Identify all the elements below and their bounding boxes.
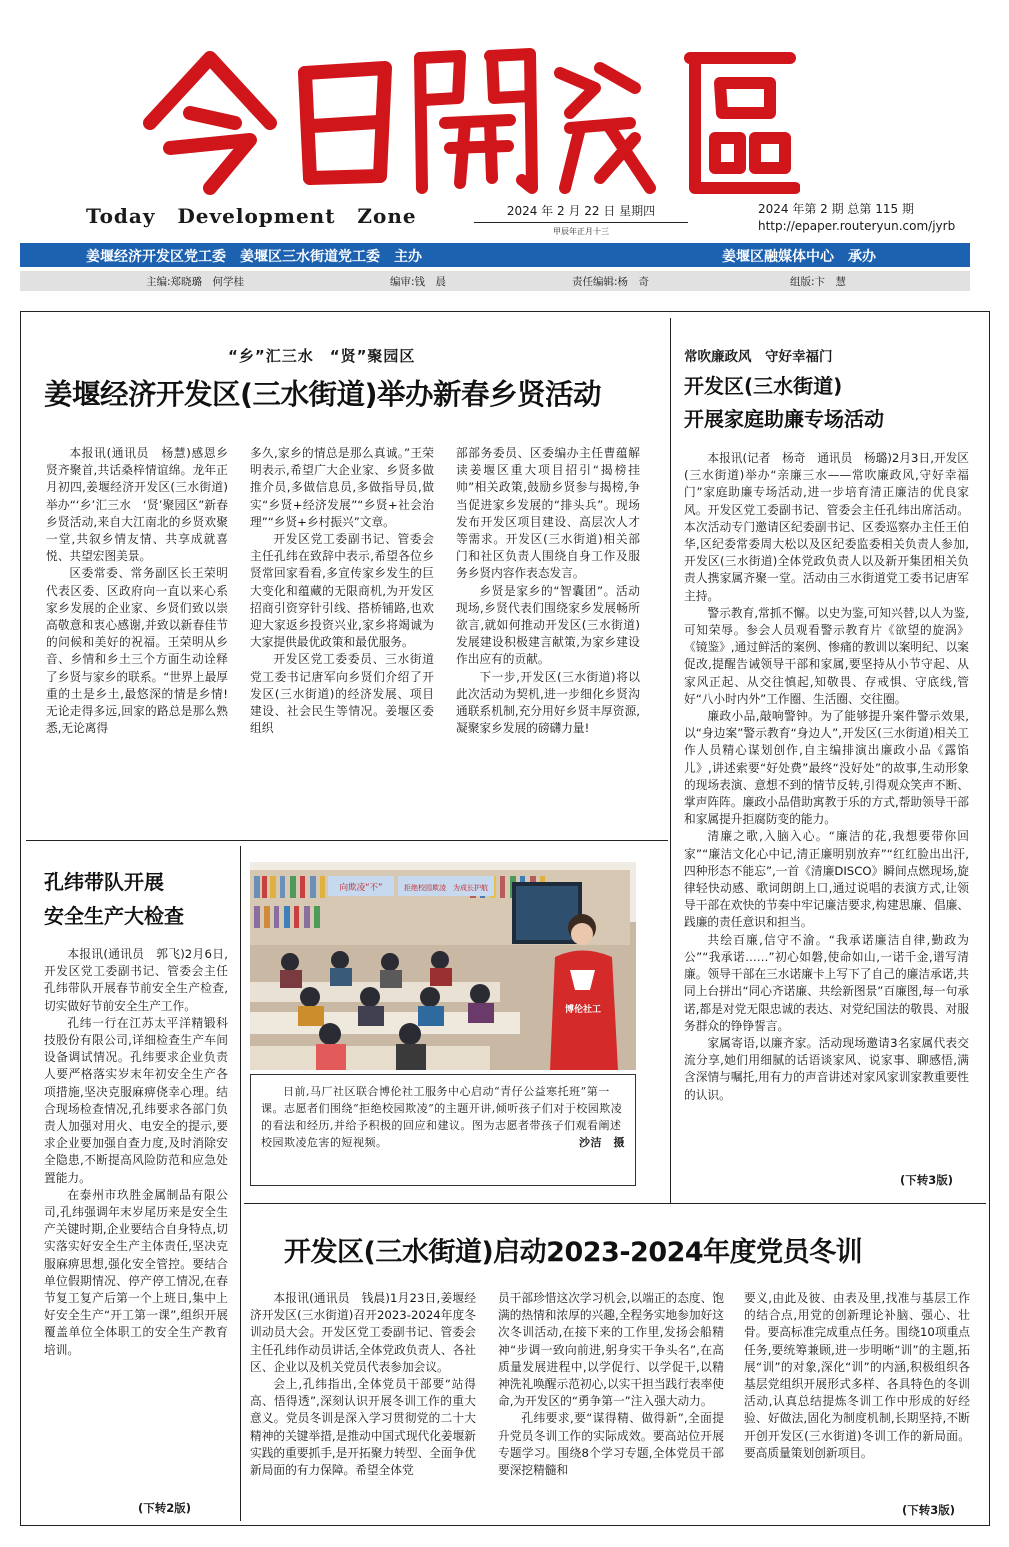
review-editor: 编审:钱 晨	[390, 276, 447, 288]
section-divider	[26, 840, 668, 841]
paragraph: 孔纬一行在江苏太平洋精锻科技股份有限公司,详细检查生产车间设备调试情况。孔纬要求企业负责人要严格落实岁末年初安全生产各项措施,坚决克服麻痹侥幸心理。结合现场检查情况,孔纬要求各部门负责人加强对用火、电安全的提示,要求企业要加强自查力度,及时消除安全隐患,不断提高风险防范和应急处置能力。	[44, 1015, 228, 1185]
article1-col3	[456, 445, 640, 825]
photo-credit: 沙洁 摄	[579, 1136, 625, 1149]
paragraph: 要义,由此及彼、由表及里,找准与基层工作的结合点,用党的创新理论补脑、强心、壮骨。要高标准完成重点任务。围绕10项重点任务,要统筹兼顾,进一步明晰“训”的主题,拓展“训”的对象,深化“训”的内涵,积极组织各基层党组织开展形式多样、各具特色的冬训活动,认真总结提炼冬训工作中形成的好经验、好做法,固化为制度机制,长期坚持,不断开创开发区(三水街道)冬训工作的新局面。要高质量策划创新项目。	[744, 1291, 970, 1460]
continued-note: (下转3版)	[902, 1503, 956, 1517]
article4-col3	[744, 1290, 970, 1498]
article3-title-line1: 孔纬带队开展	[44, 870, 164, 894]
column-divider	[240, 846, 241, 1521]
masthead-title: 今日開發區	[465, 193, 470, 194]
paragraph: 家属寄语,以廉齐家。活动现场邀请3名家属代表交流分享,她们用细腻的话语谈家风、说家事、聊感悟,满含深情与嘱托,用有力的声音讲述对家风家训家教重要性的认识。	[684, 1035, 969, 1102]
issue-box	[758, 200, 955, 233]
paragraph: 本报讯(记者 杨奇 通讯员 杨璐)2月3日,开发区(三水街道)举办“亲廉三水——常吹廉政风,守好幸福门”家庭助廉专场活动,进一步培育清正廉洁的优良家风。开发区党工委副书记、管委会主任孔纬出席活动。本次活动专门邀请区纪委副书记、区委巡察办主任王伯华,区纪委常委周大松以及区纪委监委相关负责人参加,开发区(三水街道)全体党政负责人以及新开集团相关负责人携家属齐聚一堂。活动由三水街道党工委书记唐军主持。	[684, 451, 969, 603]
article3-title-line2: 安全生产大检查	[44, 904, 184, 928]
news-photo	[250, 862, 636, 1070]
sponsor-organizer: 姜堰区融媒体中心 承办	[722, 249, 876, 265]
article1-col1	[46, 445, 228, 825]
epaper-link[interactable]: http://epaper.routeryun.com/jyrb	[758, 219, 956, 233]
responsible-editor: 责任编辑:杨 奇	[572, 276, 650, 288]
article1-kicker: “乡”汇三水 “贤”聚园区	[228, 347, 416, 365]
continued-note: (下转2版)	[138, 1501, 192, 1515]
article3-body	[44, 946, 228, 1491]
paragraph: 乡贤是家乡的“智囊团”。活动现场,乡贤代表们围绕家乡发展畅所欲言,就如何推动开发区(三水街道)发展建设积极建言献策,为家乡建设作出应有的贡献。	[456, 583, 640, 667]
article2-title-line2: 开展家庭助廉专场活动	[684, 407, 884, 431]
paragraph: 开发区党工委委员、三水街道党工委书记唐军向乡贤们介绍了开发区(三水街道)的经济发展、项目建设、社会民生等情况。姜堰区委组织	[250, 652, 434, 736]
article1-col2	[250, 445, 434, 825]
article4-col2	[498, 1290, 724, 1520]
article1-title: 姜堰经济开发区(三水街道)举办新春乡贤活动	[44, 378, 602, 411]
caption-text: 日前,马厂社区联合博伦社工服务中心启动“青仔公益寒托班”第一课。志愿者们围绕“拒绝校园欺凌”的主题开讲,倾听孩子们对于校园欺凌的看法和经历,并给予积极的回应和建议。图为志愿者带孩子们观看阐述校园欺凌危害的短视频。	[261, 1085, 623, 1149]
article4-title: 开发区(三水街道)启动2023-2024年度党员冬训	[284, 1237, 863, 1268]
paragraph: 孔纬要求,要“谋得精、做得新”,全面提升党员冬训工作的实际成效。要高站位开展专题学习。围绕8个学习专题,全体党员干部要深挖精髓和	[498, 1411, 724, 1478]
column-divider	[670, 318, 671, 1203]
sponsor-host: 姜堰经济开发区党工委 姜堰区三水街道党工委 主办	[86, 249, 422, 265]
english-title: Today Development Zone	[86, 204, 417, 228]
issue-number: 2024 年第 2 期 总第 115 期	[758, 202, 914, 216]
layout-editor: 组版:卞 慧	[790, 276, 847, 288]
banner-text: 拒绝校园欺凌 为成长护航	[404, 884, 488, 892]
sponsor-bar	[20, 243, 970, 267]
paragraph: 员干部珍惜这次学习机会,以端正的态度、饱满的热情和浓厚的兴趣,全程务实地参加好这次冬训活动,在接下来的工作里,发扬会船精神“步调一致向前进,躬身实干争头名”,在高质量发展进程中,以学促行、以学促干,以精神洗礼唤醒示范初心,以实干担当践行表率使命,为开发区的“勇争第一”注入强大动力。	[498, 1291, 724, 1409]
editor-bar	[20, 271, 970, 291]
lunar-date: 甲辰年正月十三	[553, 227, 609, 236]
section-divider	[244, 1203, 986, 1204]
paragraph: 部部务委员、区委编办主任曹蕴解读姜堰区重大项目招引“揭榜挂帅”相关政策,鼓励乡贤参与揭榜,争当促进家乡发展的“排头兵”。现场发布开发区项目建设、高层次人才等需求。开发区(三水街道)相关部门和社区负责人围绕自身工作及服务乡贤内容作表态发言。	[456, 446, 640, 581]
chief-editor: 主编:郑晓璐 何学桂	[146, 276, 245, 288]
article4-col1	[250, 1290, 476, 1520]
photo-caption	[250, 1074, 636, 1186]
paragraph: 共绘百廉,信守不渝。“我承诺廉洁自律,勤政为公”“我承诺……”初心如磐,使命如山,一诺千金,谱写清廉。领导干部在三水诺廉卡上写下了自己的廉洁承诺,共同上台拼出“同心齐诺廉、共绘新图景”百廉图,每一句承诺,都是对党无限忠诚的表达、对党纪国法的敬畏、对服务群众的铮铮誓言。	[684, 932, 969, 1033]
date-box	[474, 202, 688, 237]
issue-date: 2024 年 2 月 22 日 星期四	[474, 202, 688, 223]
paragraph: 本报讯(通讯员 钱晨)1月23日,姜堰经济开发区(三水街道)召开2023-2024年度冬训动员大会。开发区党工委副书记、管委会主任孔纬作动员讲话,全体党政负责人、各社区、企业以及机关党员代表参加会议。	[250, 1291, 476, 1374]
paragraph: 在泰州市玖胜金属制品有限公司,孔纬强调年末岁尾历来是安全生产关键时期,企业要结合自身特点,切实落实好安全生产主体责任,坚决克服麻痹思想,强化安全管控。要结合单位假期情况、停产停工情况,在春节复工复产后第一个上班日,集中上好安全生产“开工第一课”,组织开展覆盖单位全体职工的安全生产教育培训。	[44, 1187, 228, 1357]
paragraph: 下一步,开发区(三水街道)将以此次活动为契机,进一步细化乡贤沟通联系机制,充分用好乡贤丰厚资源,凝聚家乡发展的磅礴力量!	[456, 669, 640, 736]
paragraph: 本报讯(通讯员 杨慧)感恩乡贤齐聚首,共话桑梓情谊绵。龙年正月初四,姜堰经济开发区(三水街道)举办“‘乡’汇三水 ‘贤’聚园区”新春乡贤活动,来自大江南北的乡贤欢聚一堂,共叙乡情友情、共享成就喜悦、共望宏图美景。	[46, 446, 228, 564]
article2-kicker: 常吹廉政风 守好幸福门	[684, 349, 833, 365]
article2-body	[684, 450, 969, 1170]
paragraph: 开发区党工委副书记、管委会主任孔纬在致辞中表示,希望各位乡贤常回家看看,多宣传家乡发生的巨大变化和蕴藏的无限商机,为开发区招商引资穿针引线、搭桥铺路,也欢迎大家返乡投资兴业,家乡将竭诚为大家提供最优政策和最优服务。	[250, 532, 434, 650]
masthead-logo	[130, 28, 800, 198]
continued-note: (下转3版)	[900, 1173, 954, 1187]
paragraph: 清廉之歌,入脑入心。“廉洁的花,我想要带你回家”“廉洁文化心中记,清正廉明别放弃”“红红脸出出汗,四种形态不能忘”,一首《清廉DISCO》瞬间点燃现场,旋律轻快动感、歌词朗朗上口,通过说唱的表演方式,让领导干部在欢快的节奏中牢记廉洁要求,构建思廉、倡廉、践廉的责任意识和担当。	[684, 829, 969, 930]
paragraph: 本报讯(通讯员 郭飞)2月6日,开发区党工委副书记、管委会主任孔纬带队开展春节前安全生产检查,切实做好节前安全生产工作。	[44, 947, 228, 1013]
banner-text: 向欺凌“不”	[339, 883, 383, 893]
paragraph: 多久,家乡的情总是那么真诚。”王荣明表示,希望广大企业家、乡贤多做推介员,多做信息员,多做指导员,做实“乡贤+经济发展”“乡贤+社会治理”“乡贤+乡村振兴”文章。	[250, 446, 434, 529]
paragraph: 区委常委、常务副区长王荣明代表区委、区政府向一直以来心系家乡发展的企业家、乡贤们致以崇高敬意和衷心感谢,并致以新春佳节的问候和美好的祝福。王荣明从乡音、乡情和乡土三个方面生动诠释了乡贤与家乡的联系。“世界上最厚重的土是乡土,最悠深的情是乡情!无论走得多远,回家的路总是那么熟悉,无论离得	[46, 566, 228, 736]
paragraph: 会上,孔纬指出,全体党员干部要“站得高、悟得透”,深刻认识开展冬训工作的重大意义。党员冬训是深入学习贯彻党的二十大精神的关键举措,是推动中国式现代化姜堰新实践的重要抓手,是开拓聚力转型、全面争优新局面的有力保障。希望全体党	[250, 1377, 476, 1478]
paragraph: 廉政小品,敲响警钟。为了能够提升案件警示效果,以“身边案”警示教育“身边人”,开发区(三水街道)相关工作人员精心谋划创作,自主编排演出廉政小品《露馅儿》,讲述索要“好处费”最终“没好处”的故事,生动形象的现场表演、意想不到的情节反转,引得观众笑声不断、掌声阵阵。廉政小品借助寓教于乐的方式,帮助领导干部和家属提升拒腐防变的能力。	[684, 709, 969, 827]
paragraph: 警示教育,常抓不懈。以史为鉴,可知兴替,以人为鉴,可知荣辱。参会人员观看警示教育片《欲望的旋涡》《镜鉴》,通过鲜活的案例、惨痛的教训以案明纪、以案促改,提醒告诫领导干部和家属,要坚持从小节守起、从家风正起、从交往慎起,知敬畏、存戒惧、守底线,管好“八小时内外”工作圈、生活圈、交往圈。	[684, 605, 969, 706]
article2-title-line1: 开发区(三水街道)	[684, 374, 843, 398]
vest-text: 博伦社工	[564, 1005, 602, 1015]
